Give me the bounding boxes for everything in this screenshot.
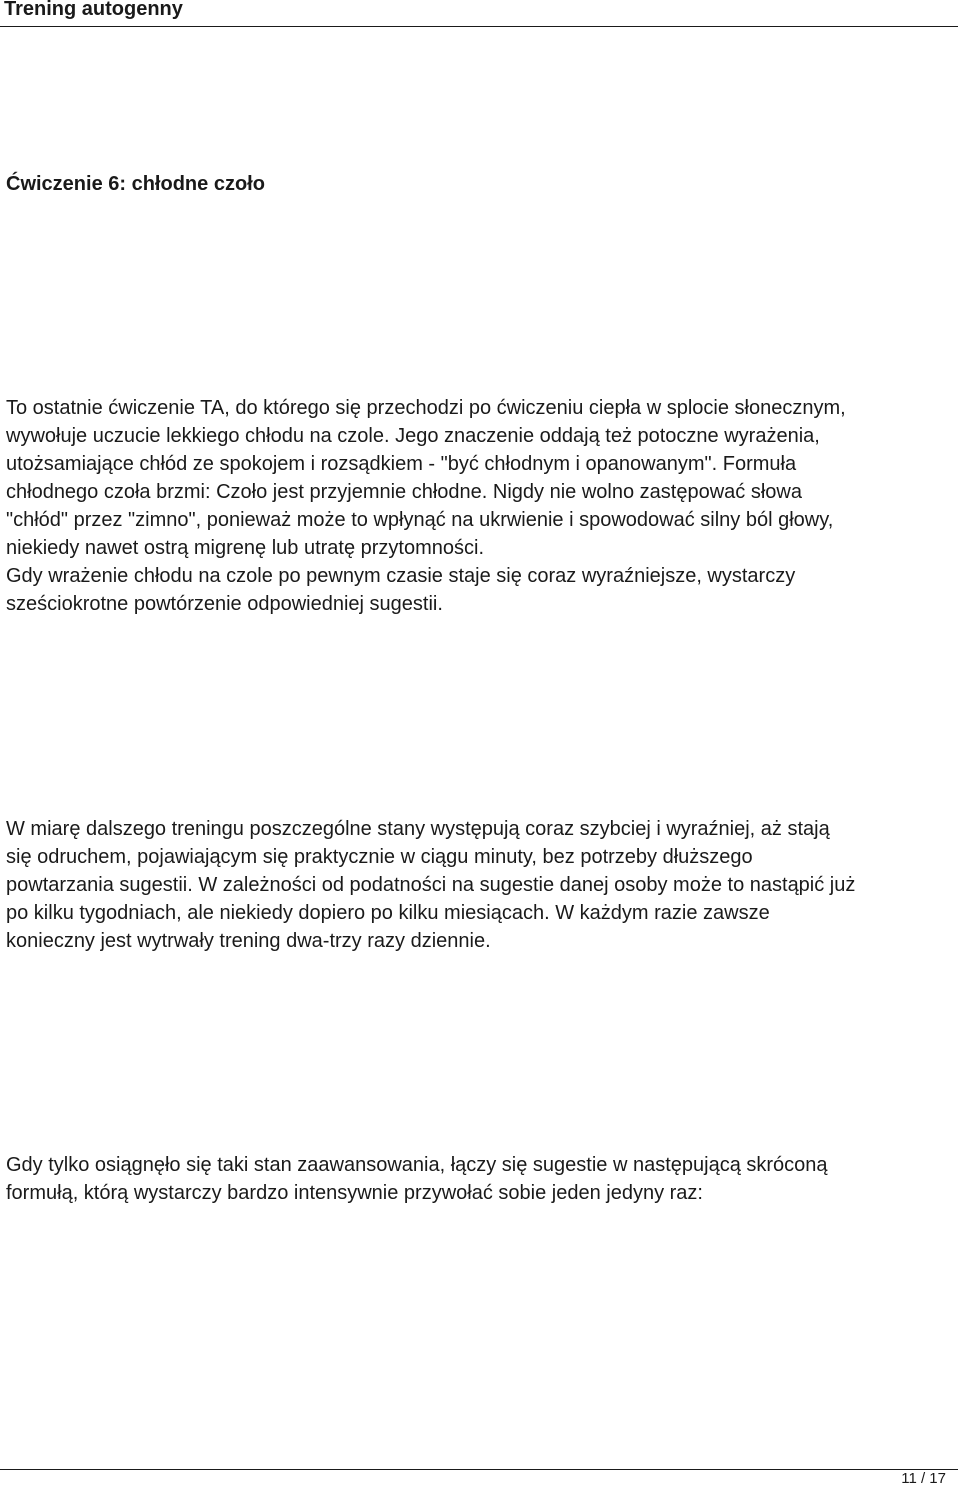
document-title: Trening autogenny bbox=[4, 0, 183, 20]
text-line: powtarzania sugestii. W zależności od podatności na sugestie danej osoby może to nastąpić już bbox=[6, 874, 856, 896]
page-footer-divider bbox=[0, 1469, 958, 1470]
text-line: utożsamiające chłód ze spokojem i rozsądkiem - "być chłodnym i opanowanym". Formuła bbox=[6, 453, 797, 475]
text-line: niekiedy nawet ostrą migrenę lub utratę przytomności. bbox=[6, 537, 485, 559]
text-line: Gdy tylko osiągnęło się taki stan zaawansowania, łączy się sugestie w następującą skróconą bbox=[6, 1154, 828, 1176]
text-line: To ostatnie ćwiczenie TA, do którego się przechodzi po ćwiczeniu ciepła w splocie słonecznym, bbox=[6, 397, 846, 419]
text-line: wywołuje uczucie lekkiego chłodu na czole. Jego znaczenie oddają też potoczne wyrażenia, bbox=[6, 425, 820, 447]
text-line: chłodnego czoła brzmi: Czoło jest przyjemnie chłodne. Nigdy nie wolno zastępować słowa bbox=[6, 481, 802, 503]
page-number: 11 / 17 bbox=[901, 1470, 946, 1487]
paragraph-2 bbox=[6, 815, 958, 955]
text-line: "chłód" przez "zimno", ponieważ może to wpłynąć na ukrwienie i spowodować silny ból głowy, bbox=[6, 509, 834, 531]
section-heading: Ćwiczenie 6: chłodne czoło bbox=[6, 173, 265, 195]
page-header bbox=[0, 0, 958, 27]
text-line: formułą, którą wystarczy bardzo intensywnie przywołać sobie jeden jedyny raz: bbox=[6, 1182, 703, 1204]
text-line: sześciokrotne powtórzenie odpowiedniej sugestii. bbox=[6, 593, 443, 615]
text-line: Gdy wrażenie chłodu na czole po pewnym czasie staje się coraz wyraźniejsze, wystarczy bbox=[6, 565, 796, 587]
paragraph-1 bbox=[6, 394, 958, 618]
text-line: konieczny jest wytrwały trening dwa-trzy razy dziennie. bbox=[6, 930, 491, 952]
text-line: się odruchem, pojawiającym się praktycznie w ciągu minuty, bez potrzeby dłuższego bbox=[6, 846, 753, 868]
paragraph-3 bbox=[6, 1151, 958, 1207]
text-line: po kilku tygodniach, ale niekiedy dopiero po kilku miesiącach. W każdym razie zawsze bbox=[6, 902, 770, 924]
text-line: W miarę dalszego treningu poszczególne stany występują coraz szybciej i wyraźniej, aż stają bbox=[6, 818, 830, 840]
